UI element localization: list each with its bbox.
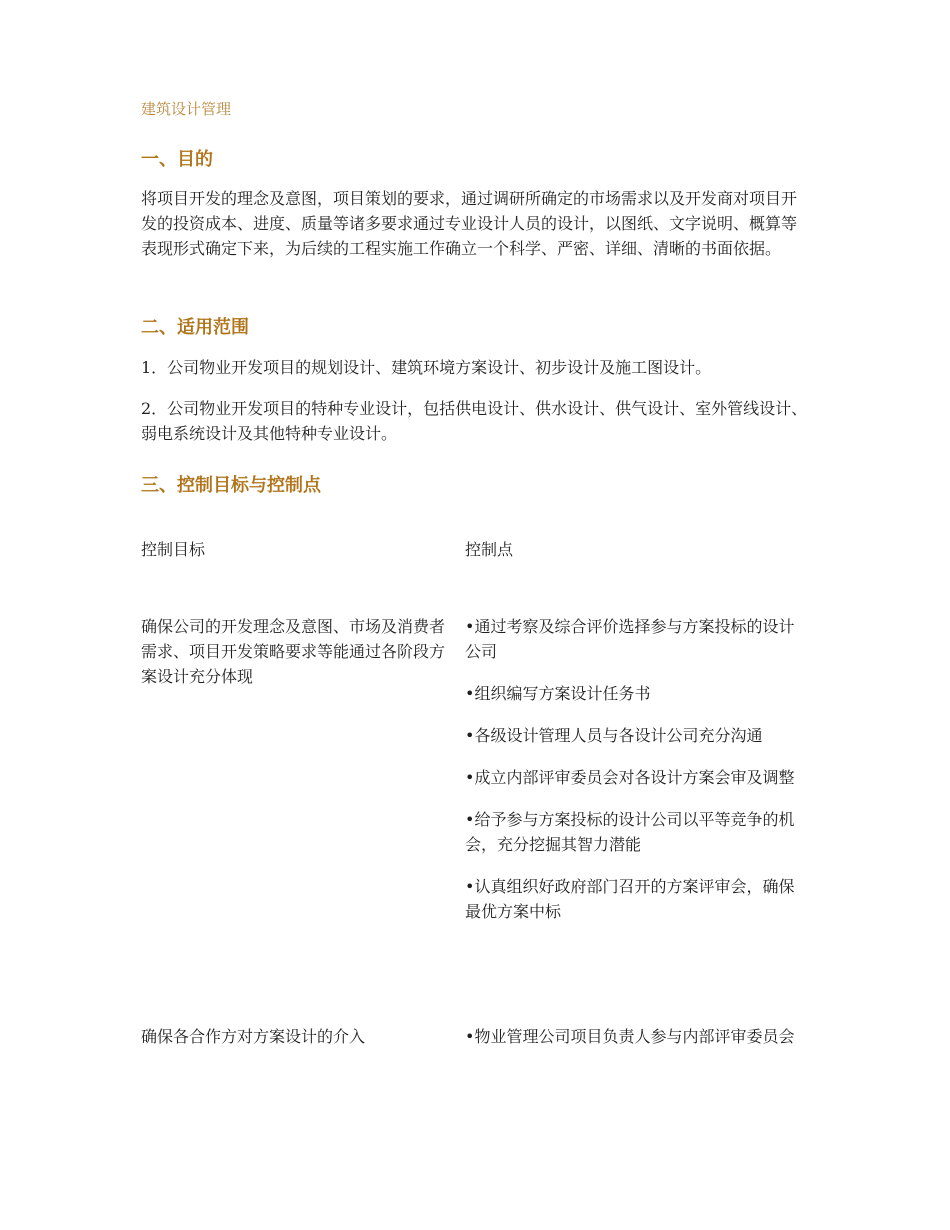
control-point: •组织编写方案设计任务书 xyxy=(465,684,651,703)
table-row-goal: 确保公司的开发理念及意图、市场及消费者需求、项目开发策略要求等能通过各阶段方案设计充分体现 xyxy=(141,617,446,686)
control-point: •各级设计管理人员与各设计公司充分沟通 xyxy=(465,726,763,745)
table-row-points xyxy=(465,614,805,941)
table-header-points: 控制点 xyxy=(465,540,514,559)
control-point: •物业管理公司项目负责人参与内部评审委员会 xyxy=(465,1027,795,1046)
section-heading-scope: 二、适用范围 xyxy=(141,317,249,338)
control-point: •成立内部评审委员会对各设计方案会审及调整 xyxy=(465,768,795,787)
control-point: •给予参与方案投标的设计公司以平等竞争的机会，充分挖掘其智力潜能 xyxy=(465,810,795,854)
control-point: •通过考察及综合评价选择参与方案投标的设计公司 xyxy=(465,617,795,661)
scope-item-1: 1．公司物业开发项目的规划设计、建筑环境方案设计、初步设计及施工图设计。 xyxy=(141,358,712,377)
table-header-goal: 控制目标 xyxy=(141,540,206,559)
section-heading-control: 三、控制目标与控制点 xyxy=(141,475,321,496)
purpose-paragraph: 将项目开发的理念及意图，项目策划的要求，通过调研所确定的市场需求以及开发商对项目开发的投资成本、进度、质量等诸多要求通过专业设计人员的设计，以图纸、文字说明、概算等表现形式确定下来，为后续的工程实施工作确立一个科学、严密、详细、清晰的书面依据。 xyxy=(141,189,798,258)
document-title: 建筑设计管理 xyxy=(141,100,232,118)
table-row-goal: 确保各合作方对方案设计的介入 xyxy=(141,1027,366,1046)
control-point: •认真组织好政府部门召开的方案评审会，确保最优方案中标 xyxy=(465,877,795,921)
scope-item-2: 2．公司物业开发项目的特种专业设计，包括供电设计、供水设计、供气设计、室外管线设计、弱电系统设计及其他特种专业设计。 xyxy=(141,399,808,443)
table-row-points xyxy=(465,1024,805,1066)
section-heading-purpose: 一、目的 xyxy=(141,149,213,170)
